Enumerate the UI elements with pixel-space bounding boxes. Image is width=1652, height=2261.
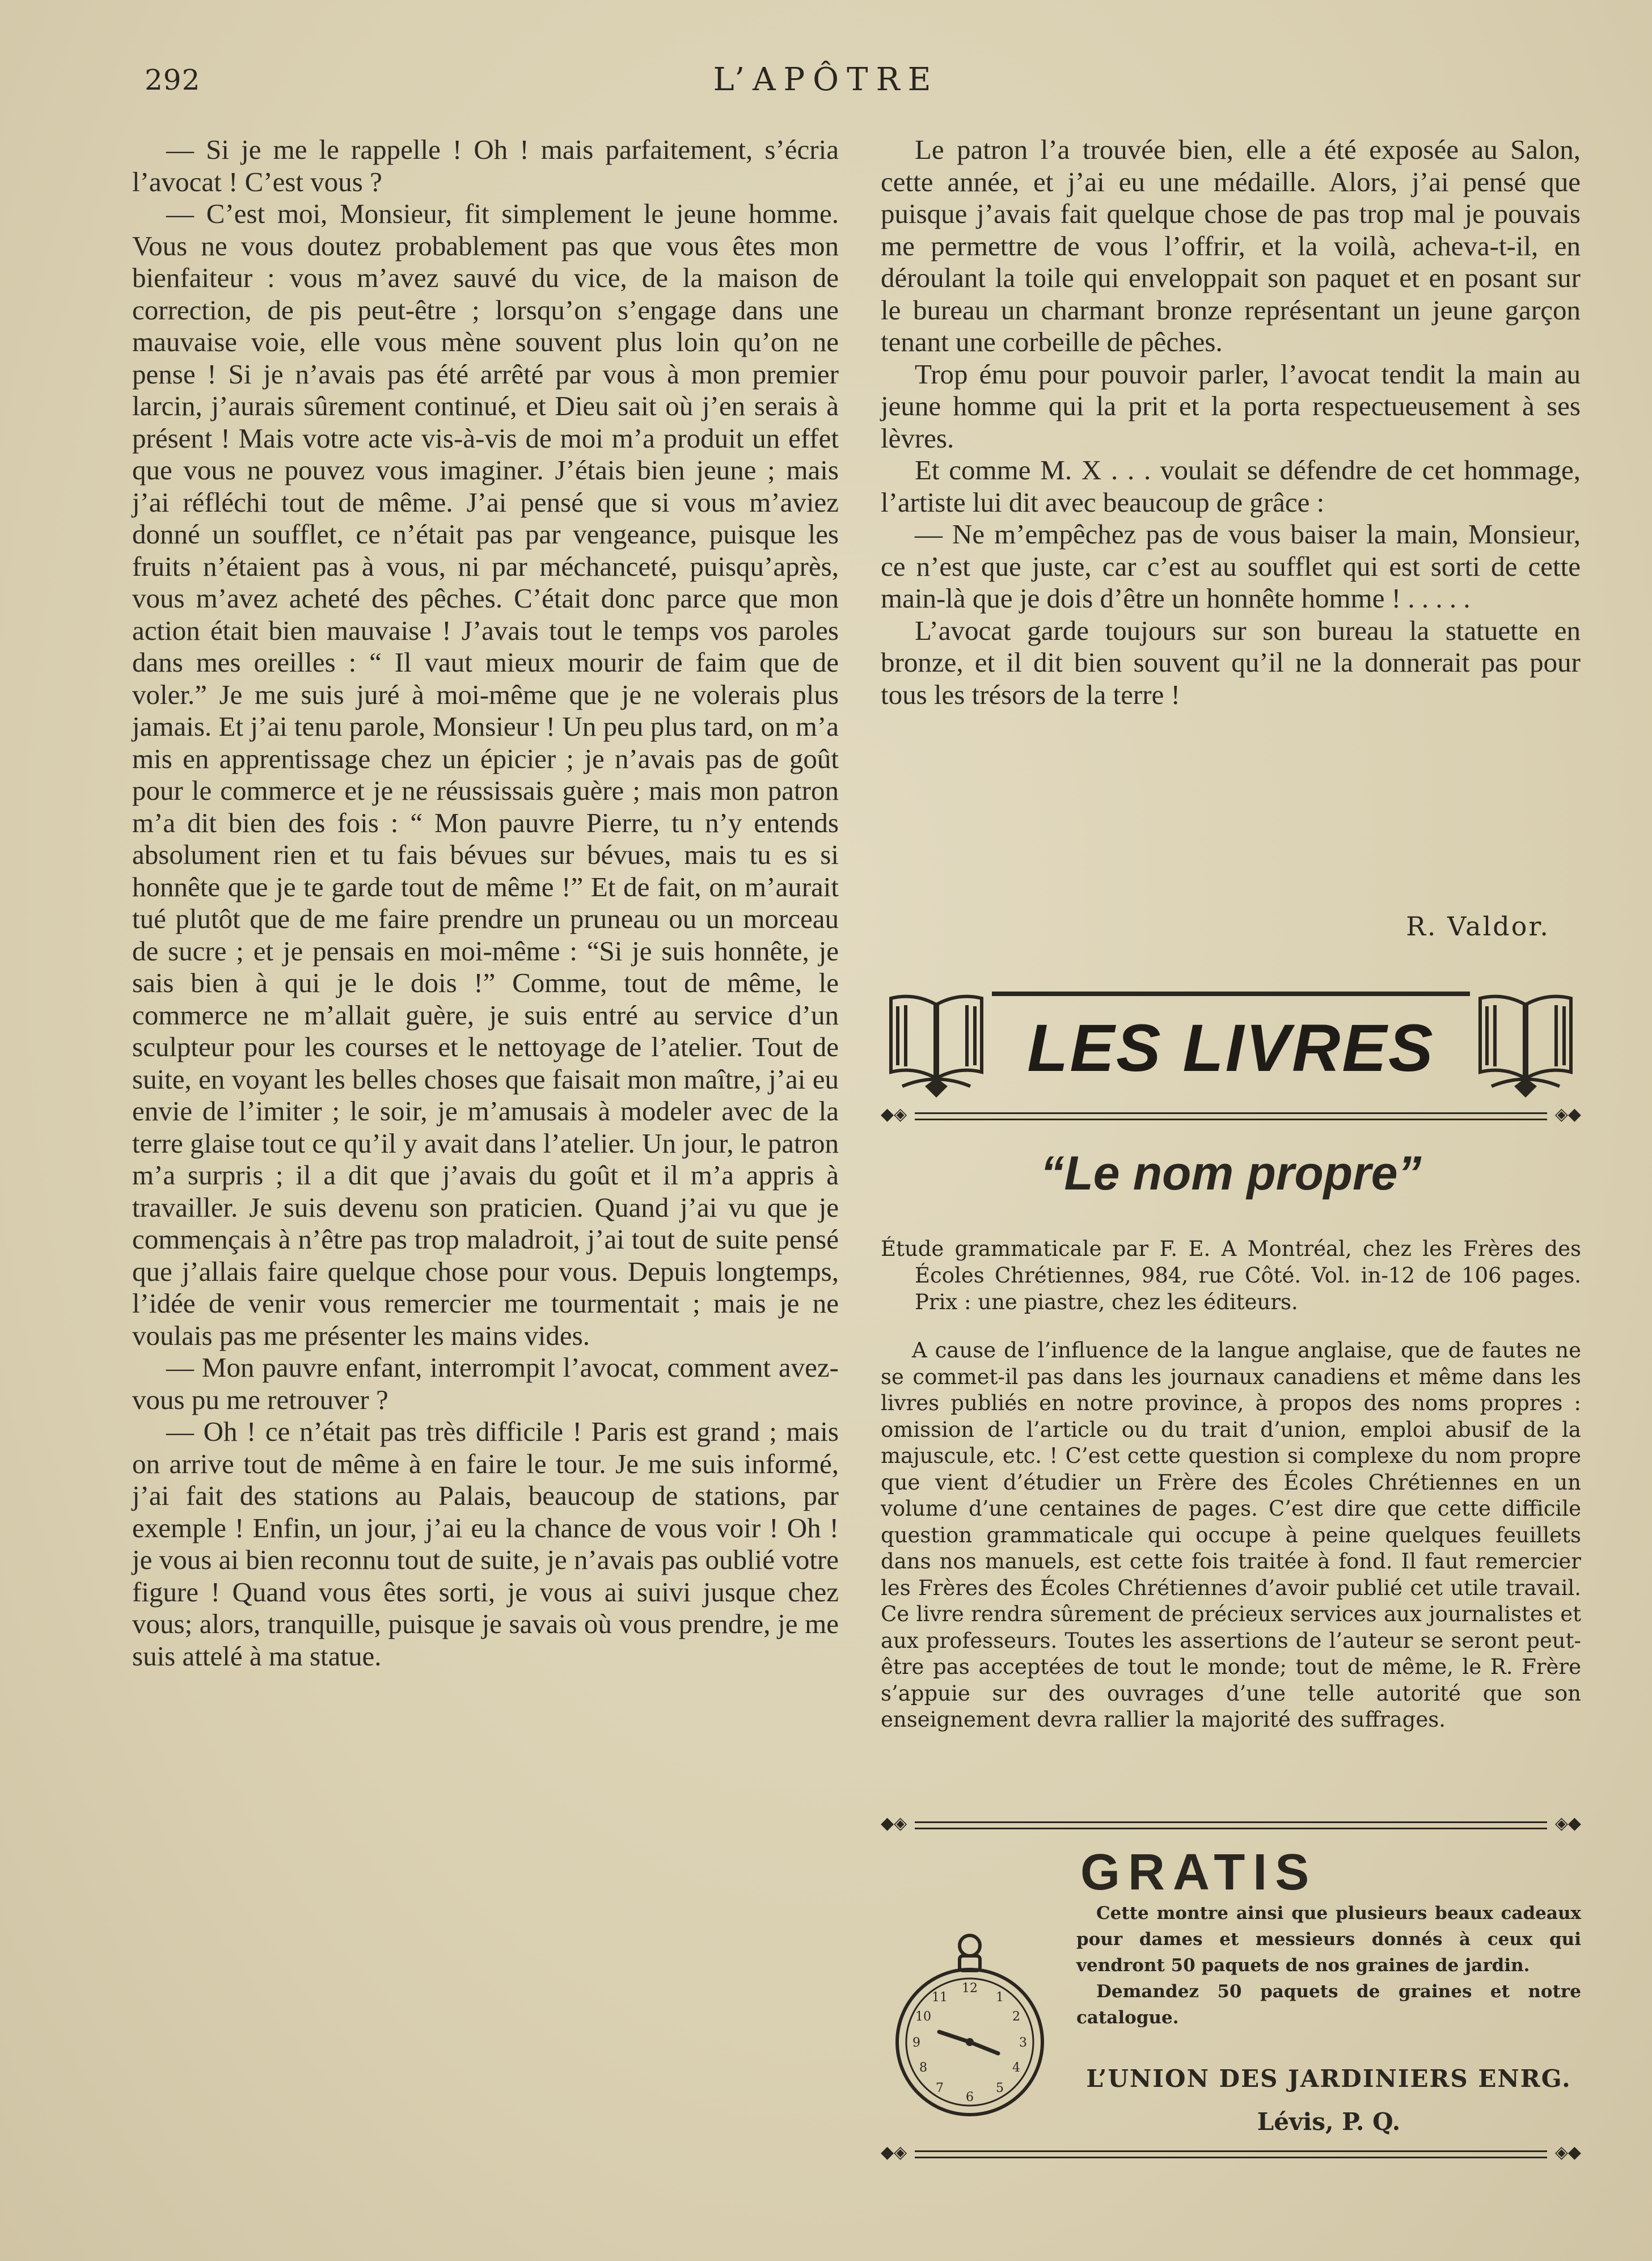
svg-text:6: 6 — [966, 2090, 974, 2104]
story-paragraph: — Oh ! ce n’était pas très difficile ! Paris est grand ; mais on arrive tout de même à en faire le tour. Je me suis informé, j’ai fait des stations au Palais, beaucoup de stations, par exemple ! Enfin, un jour, j’ai eu la chance de vous voir ! Oh ! je vous ai bien reconnu tout de suite, je n’avais pas oublié votre figure ! Quand vous êtes sorti, je vous ai suivi jusque chez vous; alors, tranquille, puisque je savais où vous prendre, je me suis attelé à ma statue. — [132, 1416, 839, 1672]
svg-text:11: 11 — [932, 1990, 948, 2005]
pocket-watch-icon — [885, 1929, 1055, 2121]
story-paragraph: L’avocat garde toujours sur son bureau la statuette en bronze, et il dit bien souvent qu’il ne la donnerait pas pour tous les trésors de la terre ! — [881, 614, 1581, 710]
livres-section-header — [881, 987, 1581, 1123]
story-paragraph: — Mon pauvre enfant, interrompit l’avocat, comment avez-vous pu me retrouver ? — [132, 1352, 839, 1415]
open-book-icon — [885, 987, 987, 1100]
story-paragraph: Le patron l’a trouvée bien, elle a été exposée au Salon, cette année, et j’ai eu une médaille. Alors, j’ai pensé que puisque j’avais fait quelque chose de pas trop mal je pouvais me permettre de vous l’offrir, et la voilà, acheva-t-il, en déroulant la toile qui enveloppait son paquet et en posant sur le bureau un charmant bronze représentant un jeune garçon tenant une corbeille de pêches. — [881, 134, 1581, 357]
book-info — [881, 1235, 1581, 1315]
svg-text:9: 9 — [912, 2036, 920, 2050]
ornamental-rule — [881, 1815, 1581, 1832]
book-info-text: Étude grammaticale par F. E. A Montréal, chez les Frères des Écoles Chrétiennes, 984, rue Côté. Vol. in-12 de 106 pages. Prix : une piastre, chez les éditeurs. — [881, 1237, 1581, 1314]
author-signature: R. Valdor. — [1406, 911, 1550, 942]
ornamental-rule — [881, 1106, 1581, 1123]
ornamental-rule — [881, 2144, 1581, 2161]
gratis-offer: Cette montre ainsi que plusieurs beaux cadeaux pour dames et messieurs donnés à ceux qui vendront 50 paquets de nos graines de jardin. — [1076, 1903, 1581, 1976]
journal-title: L’APÔTRE — [713, 61, 939, 98]
story-paragraph: — Ne m’empêchez pas de vous baiser la main, Monsieur, ce n’est que juste, car c’est au soufflet qui est sorti de cette main-là que je dois d’être un honnête homme ! . . . . . — [881, 518, 1581, 614]
svg-text:4: 4 — [1012, 2061, 1020, 2075]
gratis-location: Lévis, P. Q. — [1257, 2108, 1401, 2136]
gratis-organization: L’UNION DES JARDINIERS ENRG. — [1086, 2065, 1571, 2093]
open-book-icon — [1474, 987, 1577, 1100]
svg-text:7: 7 — [936, 2081, 944, 2095]
ornament-right: ◈◆ — [1554, 1813, 1581, 1833]
gratis-request: Demandez 50 paquets de graines et notre catalogue. — [1076, 1981, 1581, 2028]
story-paragraph: — Si je me le rappelle ! Oh ! mais parfaitement, s’écria l’avocat ! C’est vous ? — [132, 134, 839, 197]
gratis-text — [1076, 1900, 1581, 2031]
svg-text:10: 10 — [915, 2010, 931, 2024]
page-number: 292 — [145, 64, 201, 96]
svg-text:2: 2 — [1012, 2010, 1020, 2024]
ornament-left: ◆◈ — [881, 1104, 907, 1124]
story-column-left — [132, 134, 839, 1672]
story-paragraph: Et comme M. X . . . voulait se défendre de cet hommage, l’artiste lui dit avec beaucoup de grâce : — [881, 454, 1581, 518]
story-paragraph: Trop ému pour pouvoir parler, l’avocat tendit la main au jeune homme qui la prit et la porta respectueusement à ses lèvres. — [881, 358, 1581, 454]
svg-text:12: 12 — [962, 1981, 978, 1996]
book-title: “Le nom propre” — [1040, 1146, 1422, 1200]
review-paragraph: A cause de l’influence de la langue anglaise, que de fautes ne se commet-il pas dans les journaux canadiens et même dans les livres publiés en notre province, à propos des noms propres : omission de l’article ou du trait d’union, emploi abusif de la majuscule, etc. ! C’est cette question si complexe du nom propre que vient d’étudier un Frère des Écoles Chrétiennes en un volume d’une centaines de pages. C’est dire que cette difficile question grammaticale qui occupe à peine quelques feuillets dans nos manuels, est cette fois traitée à fond. Il faut remercier les Frères des Écoles Chrétiennes d’avoir publié cet utile travail. Ce livre rendra sûrement de précieux services aux journalistes et aux professeurs. Toutes les assertions de l’auteur se seront peut-être pas acceptées de tout le monde; tout de même, le R. Frère s’appuie sur des ouvrages d’une telle autorité que son enseignement devra rallier la majorité des suffrages. — [881, 1338, 1581, 1732]
ornament-left: ◆◈ — [881, 1813, 907, 1833]
story-column-right — [881, 134, 1581, 711]
livres-heading: LES LIVRES — [1027, 1011, 1435, 1086]
svg-text:3: 3 — [1019, 2036, 1027, 2050]
ornament-left: ◆◈ — [881, 2142, 907, 2162]
gratis-heading: GRATIS — [1080, 1844, 1317, 1901]
ornament-right: ◈◆ — [1554, 2142, 1581, 2162]
header-rule — [992, 992, 1470, 996]
svg-text:8: 8 — [919, 2061, 927, 2075]
svg-text:1: 1 — [996, 1990, 1004, 2005]
book-review — [881, 1338, 1581, 1733]
svg-text:5: 5 — [996, 2081, 1004, 2095]
ornament-right: ◈◆ — [1554, 1104, 1581, 1124]
story-paragraph: — C’est moi, Monsieur, fit simplement le jeune homme. Vous ne vous doutez probablement pas que vous êtes mon bienfaiteur : vous m’avez sauvé du vice, de la maison de correction, de pis peut-être ; lorsqu’on s’engage dans une mauvaise voie, elle vous mène souvent plus loin qu’on ne pense ! Si je n’avais pas été arrêté par vous à mon premier larcin, j’aurais sûrement continué, et Dieu sait où j’en serais à présent ! Mais votre acte vis-à-vis de moi m’a produit un effet que vous ne pouvez vous imaginer. J’étais bien jeune ; mais j’ai réfléchi tout de même. J’ai pensé que si vous m’aviez donné un soufflet, ce n’était pas par vengeance, puisque les fruits n’étaient pas à vous, ni par méchanceté, puisqu’après, vous m’avez acheté des pêches. C’était donc parce que mon action était bien mauvaise ! J’avais tout le temps vos paroles dans mes oreilles : “ Il vaut mieux mourir de faim que de voler.” Je me suis juré à moi-même que je ne volerais plus jamais. Et j’ai tenu parole, Monsieur ! Un peu plus tard, on m’a mis en apprentissage chez un épicier ; je n’avais pas de goût pour le commerce et je ne réussissais guère ; mais mon patron m’a dit bien des fois : “ Mon pauvre Pierre, tu n’y entends absolument rien et tu fais bévues sur bévues, mais tu es si honnête que je te garde tout de même !” Et de fait, on m’aurait tué plutôt que de me faire prendre un pruneau ou un morceau de sucre ; et je pensais en moi-même : “Si je suis honnête, je sais bien à qui je le dois !” Comme, tout de même, le commerce ne m’allait guère, je suis entré au service d’un sculpteur pour les courses et le nettoyage de l’atelier. Tout de suite, en voyant les belles choses que faisait mon maître, j’ai eu envie de l’imiter ; le soir, je m’amusais à modeler avec de la terre glaise tout ce qu’il y avait dans l’atelier. Un jour, le patron m’a surpris ; il a dit que j’avais du goût et il m’a appris à travailler. Je suis devenu son praticien. Quand j’ai vu que je commençais à n’être pas trop maladroit, j’ai tout de suite pensé que j’allais faire quelque chose pour vous. Depuis longtemps, l’idée de venir vous remercier me tourmentait ; mais je ne voulais pas me présenter les mains vides. — [132, 198, 839, 1351]
